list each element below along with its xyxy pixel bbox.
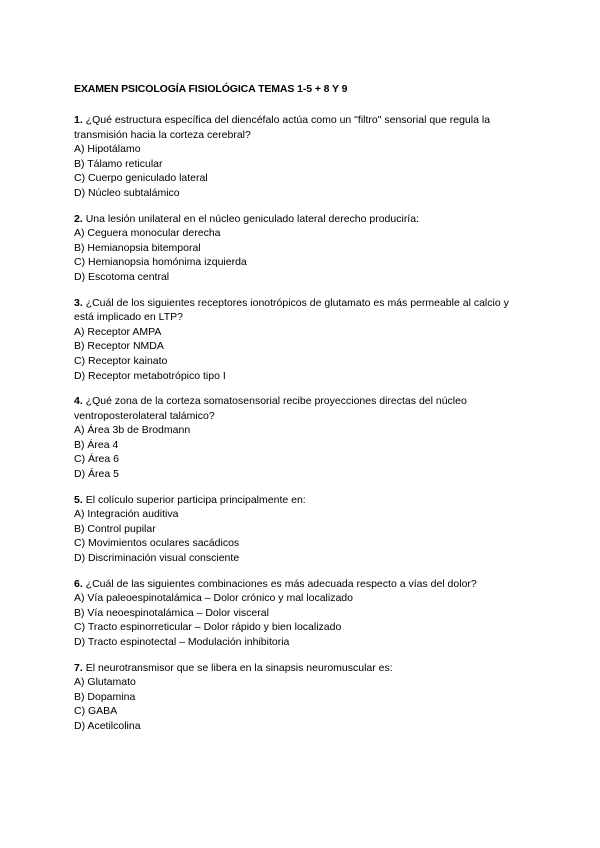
option-b [74, 438, 524, 453]
option-text: Área 5 [88, 468, 119, 481]
question-list [74, 113, 524, 734]
question-number: 7. [74, 661, 83, 674]
option-c [74, 452, 524, 467]
option-c [74, 704, 524, 719]
option-letter: A) [74, 143, 85, 156]
option-text: Núcleo subtalámico [88, 186, 180, 199]
option-letter: D) [74, 186, 86, 199]
option-b [74, 606, 524, 621]
option-text: Cuerpo geniculado lateral [88, 172, 208, 185]
question-text [74, 493, 524, 508]
option-text: Receptor AMPA [87, 325, 162, 338]
option-b [74, 522, 524, 537]
question-5 [74, 493, 524, 566]
question-number: 4. [74, 395, 83, 408]
option-text: Hemianopsia bitemporal [87, 241, 201, 254]
option-text: Movimientos oculares sacádicos [88, 537, 240, 550]
option-a [74, 226, 524, 241]
question-text [74, 212, 524, 227]
option-letter: D) [74, 270, 86, 283]
option-text: Glutamato [87, 676, 136, 689]
option-d [74, 719, 524, 734]
option-b [74, 241, 524, 256]
question-body: ¿Cuál de las siguientes combinaciones es más adecuada respecto a vías del dolor? [85, 577, 477, 590]
option-text: Hipotálamo [87, 143, 141, 156]
option-text: Escotoma central [88, 270, 170, 283]
option-a [74, 325, 524, 340]
option-letter: C) [74, 172, 86, 185]
exam-title: EXAMEN PSICOLOGÍA FISIOLÓGICA TEMAS 1-5 + 8 Y 9 [74, 83, 348, 95]
option-letter: A) [74, 508, 85, 521]
question-number: 3. [74, 296, 83, 309]
option-b [74, 339, 524, 354]
option-text: Integración auditiva [87, 508, 179, 521]
option-letter: B) [74, 690, 85, 703]
option-c [74, 620, 524, 635]
option-a [74, 423, 524, 438]
question-text [74, 394, 524, 423]
option-list [74, 226, 524, 284]
option-a [74, 142, 524, 157]
question-7 [74, 661, 524, 734]
option-text: Área 4 [87, 438, 119, 451]
option-letter: C) [74, 705, 86, 718]
option-b [74, 690, 524, 705]
option-letter: D) [74, 468, 86, 481]
question-4 [74, 394, 524, 482]
option-d [74, 467, 524, 482]
option-d [74, 270, 524, 285]
option-a [74, 675, 524, 690]
question-body: El colículo superior participa principalmente en: [85, 493, 306, 506]
option-letter: B) [74, 438, 85, 451]
option-a [74, 507, 524, 522]
option-text: Receptor kainato [88, 354, 168, 367]
option-text: GABA [88, 705, 118, 718]
option-letter: B) [74, 241, 85, 254]
option-text: Receptor NMDA [87, 340, 164, 353]
option-letter: D) [74, 552, 86, 565]
option-d [74, 369, 524, 384]
question-number: 2. [74, 212, 83, 225]
option-list [74, 675, 524, 733]
option-letter: C) [74, 537, 86, 550]
question-number: 5. [74, 493, 83, 506]
option-letter: C) [74, 256, 86, 269]
option-letter: D) [74, 636, 86, 648]
question-text [74, 113, 524, 142]
option-text: Tracto espinorreticular – Dolor rápido y bien localizado [87, 621, 342, 634]
option-list [74, 142, 524, 200]
option-text: Receptor metabotrópico tipo I [88, 369, 226, 382]
option-text: Tálamo reticular [87, 157, 163, 170]
option-c [74, 354, 524, 369]
question-body: ¿Qué zona de la corteza somatosensorial recibe proyecciones directas del núcleo ventroposterolateral talámico? [74, 395, 467, 422]
option-text: Hemianopsia homónima izquierda [88, 256, 247, 269]
question-body: ¿Qué estructura específica del diencéfalo actúa como un "filtro" sensorial que regula la transmisión hacia la corteza cerebral? [74, 114, 491, 141]
option-text: Dopamina [87, 690, 136, 703]
question-text [74, 296, 524, 325]
option-letter: A) [74, 325, 85, 338]
exam-page [74, 82, 524, 745]
question-number: 1. [74, 114, 83, 126]
option-letter: B) [74, 157, 85, 170]
option-c [74, 255, 524, 270]
option-letter: C) [74, 621, 86, 634]
option-letter: D) [74, 369, 86, 382]
option-c [74, 536, 524, 551]
option-text: Área 6 [88, 453, 119, 466]
option-text: Acetilcolina [87, 719, 141, 732]
option-text: Ceguera monocular derecha [87, 227, 221, 240]
option-letter: B) [74, 340, 85, 353]
question-1 [74, 113, 524, 201]
option-text: Tracto espinotectal – Modulación inhibitoria [87, 636, 290, 648]
option-letter: A) [74, 592, 85, 605]
option-text: Discriminación visual consciente [88, 552, 240, 565]
question-3 [74, 296, 524, 384]
question-2 [74, 212, 524, 285]
question-body: ¿Cuál de los siguientes receptores ionotrópicos de glutamato es más permeable al calcio y está implicado en LTP? [74, 296, 509, 324]
option-d [74, 186, 524, 201]
option-letter: C) [74, 354, 86, 367]
option-letter: B) [74, 522, 85, 535]
option-letter: A) [74, 676, 85, 689]
question-6 [74, 577, 524, 650]
option-text: Vía neoespinotalámica – Dolor visceral [87, 606, 269, 619]
option-list [74, 507, 524, 565]
question-text [74, 661, 524, 676]
option-a [74, 591, 524, 606]
question-body: El neurotransmisor que se libera en la sinapsis neuromuscular es: [85, 661, 393, 674]
option-d [74, 551, 524, 566]
option-letter: A) [74, 227, 85, 240]
option-c [74, 171, 524, 186]
option-list [74, 325, 524, 383]
option-letter: B) [74, 606, 85, 619]
option-b [74, 157, 524, 172]
question-number: 6. [74, 577, 83, 590]
option-text: Área 3b de Brodmann [87, 424, 191, 437]
option-text: Control pupilar [87, 522, 156, 535]
option-list [74, 423, 524, 481]
option-text: Vía paleoespinotalámica – Dolor crónico y mal localizado [87, 592, 353, 605]
question-text [74, 577, 524, 592]
option-list [74, 591, 524, 649]
question-body: Una lesión unilateral en el núcleo geniculado lateral derecho produciría: [85, 212, 419, 225]
option-letter: A) [74, 424, 85, 437]
option-d [74, 635, 524, 650]
option-letter: C) [74, 453, 86, 466]
option-letter: D) [74, 719, 86, 732]
